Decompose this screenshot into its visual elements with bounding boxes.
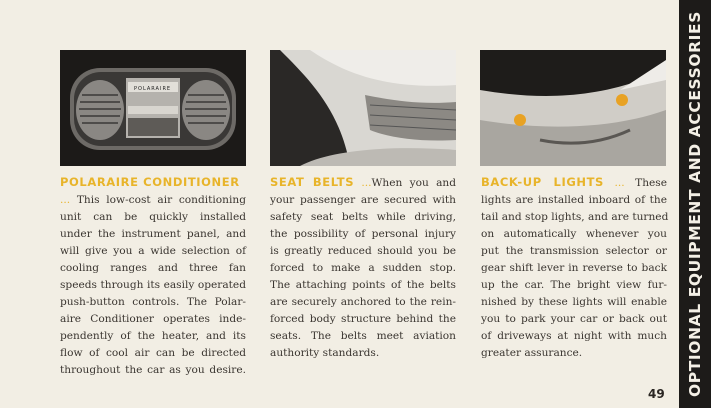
- body-line: greater assurance.: [481, 347, 583, 359]
- body-line: forced body structure behind the: [270, 313, 456, 325]
- section-heading: BACK-UP LIGHTS: [481, 175, 604, 189]
- polaraire-conditioner-section: [60, 174, 246, 379]
- section-side-band: [679, 0, 711, 408]
- lead-dots: ...: [614, 177, 625, 189]
- back-up-lights-photo: [480, 50, 666, 166]
- lead-dots: ...: [361, 177, 372, 189]
- body-line: cooling ranges and three fan: [60, 262, 246, 274]
- body-line: you to park your car or back out: [481, 313, 667, 325]
- body-line: put the transmission selector or: [481, 245, 667, 257]
- body-line: up the car. The bright view fur-: [481, 279, 667, 291]
- body-line: speeds through its easily operated: [60, 279, 246, 291]
- body-line: will give you a wide selection of: [60, 245, 246, 257]
- body-line: throughout the car as you desire.: [60, 364, 246, 376]
- polaraire-conditioner-photo: [60, 50, 246, 166]
- body-line: lights are installed inboard of the: [481, 194, 667, 206]
- seat-belts-section: [270, 174, 456, 362]
- body-line: is greatly reduced should you be: [270, 245, 456, 257]
- body-line: authority standards.: [270, 347, 380, 359]
- body-line: forced to make a sudden stop.: [270, 262, 456, 274]
- body-line: pendently of the heater, and its: [60, 330, 246, 342]
- seat-belts-photo: [270, 50, 456, 166]
- section-side-title: OPTIONAL EQUIPMENT AND ACCESSORIES: [686, 11, 704, 397]
- body-line: nished by these lights will enable: [481, 296, 667, 308]
- body-line: seats. The belts meet aviation: [270, 330, 456, 342]
- body-line: When you and: [371, 177, 456, 189]
- body-line: tail and stop lights, and are turned: [481, 211, 669, 223]
- body-line: gear shift lever in reverse to back: [481, 262, 667, 274]
- body-line: of driveways at night with much: [481, 330, 667, 342]
- body-line: The attaching points of the belts: [270, 279, 456, 291]
- section-heading: POLARAIRE CONDITIONER: [60, 175, 240, 189]
- back-up-lights-section: [481, 174, 667, 362]
- body-line: your passenger are secured with: [270, 194, 456, 206]
- page-number: 49: [648, 387, 665, 401]
- body-line: flow of cool air can be directed: [60, 347, 246, 359]
- body-line: These: [635, 177, 668, 189]
- body-line: the possibility of personal injury: [270, 228, 456, 240]
- body-line: under the instrument panel, and: [60, 228, 246, 240]
- body-line: unit can be quickly installed: [60, 211, 246, 223]
- lead-dots: ...: [60, 194, 71, 206]
- body-line: are securely anchored to the rein-: [270, 296, 456, 308]
- body-line: aire Conditioner operates inde-: [60, 313, 246, 325]
- polaraire-photo-label: POLARAIRE: [134, 86, 172, 92]
- body-line: This low-cost air conditioning: [76, 194, 246, 206]
- body-line: push-button controls. The Polar-: [60, 296, 246, 308]
- body-line: on automatically whenever you: [481, 228, 667, 240]
- body-line: safety seat belts while driving,: [270, 211, 456, 223]
- section-heading: SEAT BELTS: [270, 175, 355, 189]
